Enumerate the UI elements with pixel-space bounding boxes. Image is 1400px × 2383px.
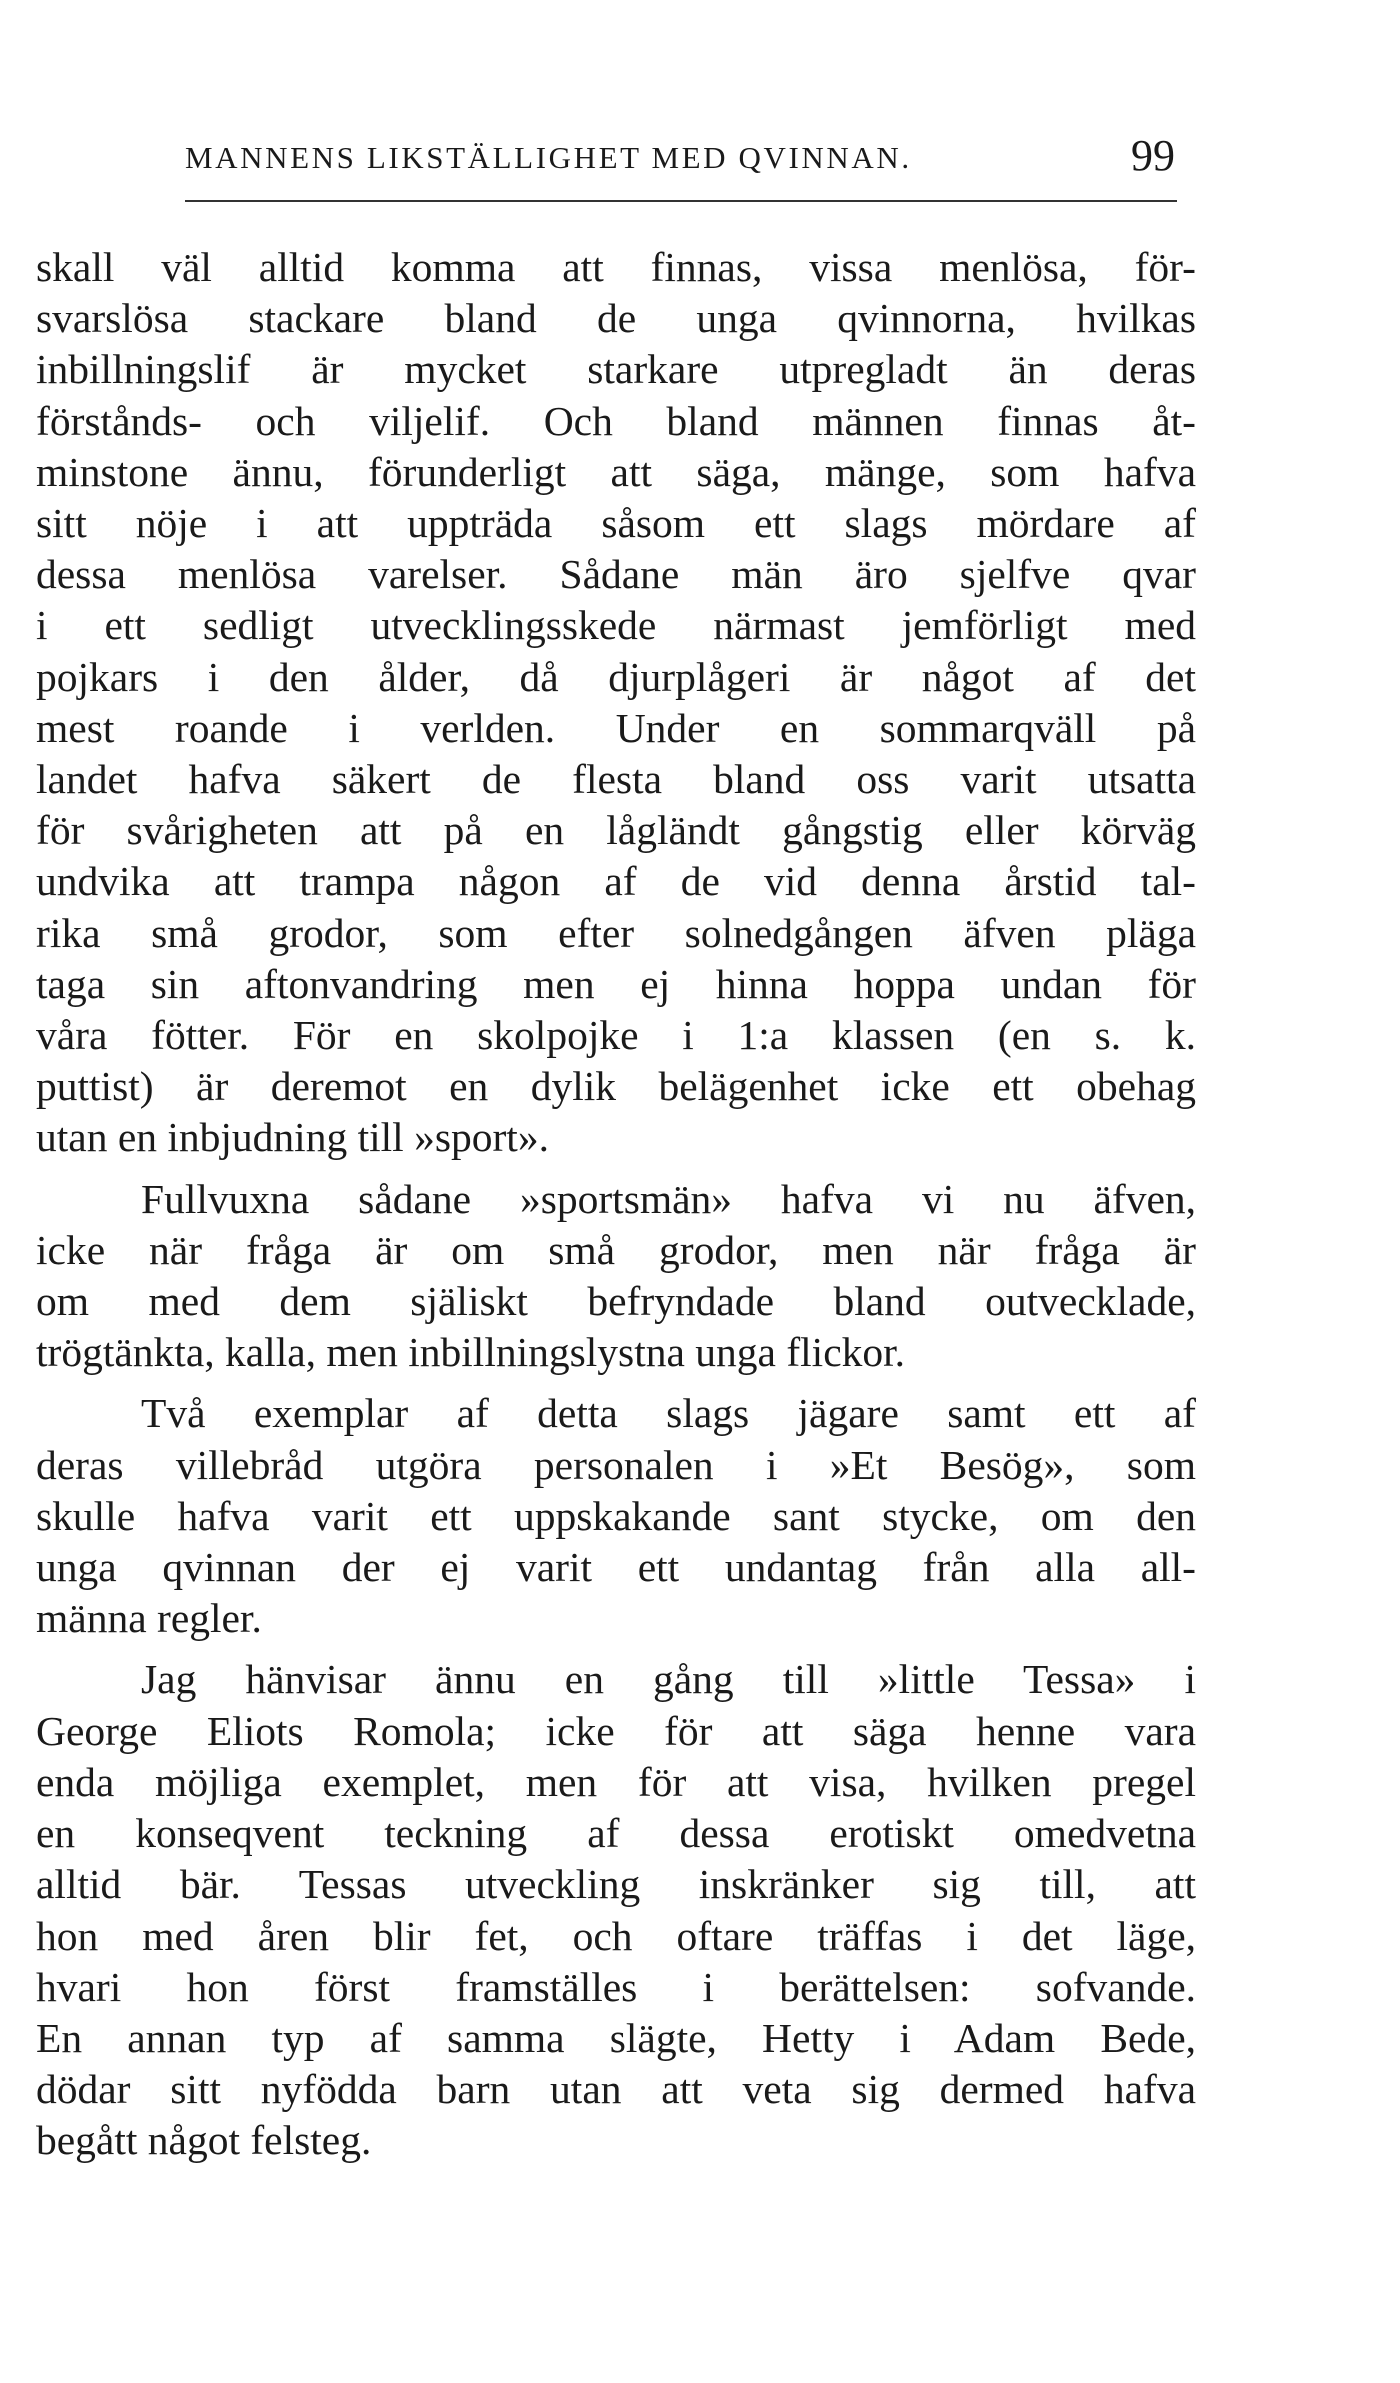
- text-line: Jag hänvisar ännu en gång till »little Tessa» i: [141, 1656, 1196, 1703]
- text-line: utan en inbjudning till »sport».: [36, 1114, 549, 1161]
- paragraph: [36, 1174, 1196, 1379]
- paragraph: [36, 1388, 1196, 1644]
- body-text: [36, 242, 1196, 2177]
- text-line: taga sin aftonvandring men ej hinna hoppa undan för: [36, 960, 1196, 1007]
- text-line: Fullvuxna sådane »sportsmän» hafva vi nu äfven,: [141, 1175, 1196, 1222]
- text-line: landet hafva säkert de flesta bland oss varit utsatta: [36, 756, 1196, 803]
- text-line: dödar sitt nyfödda barn utan att veta sig dermed hafva: [36, 2066, 1196, 2113]
- running-title: MANNENS LIKSTÄLLIGHET MED QVINNAN.: [185, 140, 912, 175]
- text-line: förstånds- och viljelif. Och bland männen finnas åt-: [36, 397, 1196, 444]
- running-header: [185, 131, 1185, 198]
- text-line: pojkars i den ålder, då djurplågeri är något af det: [36, 653, 1196, 700]
- text-line: männa regler.: [36, 1595, 262, 1642]
- text-line: trögtänkta, kalla, men inbillningslystna unga flickor.: [36, 1329, 906, 1376]
- text-line: skulle hafva varit ett uppskakande sant stycke, om den: [36, 1492, 1196, 1539]
- text-line: mest roande i verlden. Under en sommarqväll på: [36, 704, 1196, 751]
- text-line: dessa menlösa varelser. Sådane män äro sjelfve qvar: [36, 551, 1196, 598]
- text-line: en konseqvent teckning af dessa erotiskt omedvetna: [36, 1810, 1196, 1857]
- text-line: minstone ännu, förunderligt att säga, mänge, som hafva: [36, 448, 1196, 495]
- text-line: deras villebråd utgöra personalen i »Et Besög», som: [36, 1441, 1196, 1488]
- text-line: hvari hon först framställes i berättelsen: sofvande.: [36, 1963, 1196, 2010]
- text-line: rika små grodor, som efter solnedgången äfven pläga: [36, 909, 1196, 956]
- text-line: om med dem själiskt befryndade bland outvecklade,: [36, 1278, 1196, 1325]
- text-line: begått något felsteg.: [36, 2117, 372, 2164]
- text-line: enda möjliga exemplet, men för att visa, hvilken pregel: [36, 1758, 1196, 1805]
- text-line: skall väl alltid komma att finnas, vissa menlösa, för-: [36, 244, 1196, 290]
- text-line: i ett sedligt utvecklingsskede närmast jemförligt med: [36, 602, 1196, 649]
- page-number: 99: [1131, 131, 1175, 180]
- text-line: för svårigheten att på en lågländt gångstig eller körväg: [36, 807, 1196, 854]
- text-line: hon med åren blir fet, och oftare träffas i det läge,: [36, 1912, 1196, 1959]
- text-line: En annan typ af samma slägte, Hetty i Adam Bede,: [36, 2014, 1196, 2061]
- text-line: icke när fråga är om små grodor, men när fråga är: [36, 1226, 1196, 1273]
- header-rule: [185, 200, 1177, 202]
- text-line: sitt nöje i att uppträda såsom ett slags mördare af: [36, 500, 1196, 547]
- text-line: våra fötter. För en skolpojke i 1:a klassen (en s. k.: [36, 1012, 1196, 1059]
- text-line: inbillningslif är mycket starkare utpregladt än deras: [36, 346, 1196, 393]
- text-line: alltid bär. Tessas utveckling inskränker sig till, att: [36, 1861, 1196, 1908]
- text-line: svarslösa stackare bland de unga qvinnorna, hvilkas: [36, 295, 1196, 342]
- paragraph: [36, 242, 1196, 1164]
- text-line: undvika att trampa någon af de vid denna årstid tal-: [36, 858, 1196, 905]
- paragraph: [36, 1654, 1196, 2166]
- text-line: puttist) är deremot en dylik belägenhet icke ett obehag: [36, 1063, 1196, 1110]
- text-line: unga qvinnan der ej varit ett undantag från alla all-: [36, 1544, 1196, 1591]
- text-line: George Eliots Romola; icke för att säga henne vara: [36, 1707, 1196, 1754]
- text-line: Två exemplar af detta slags jägare samt ett af: [141, 1390, 1196, 1437]
